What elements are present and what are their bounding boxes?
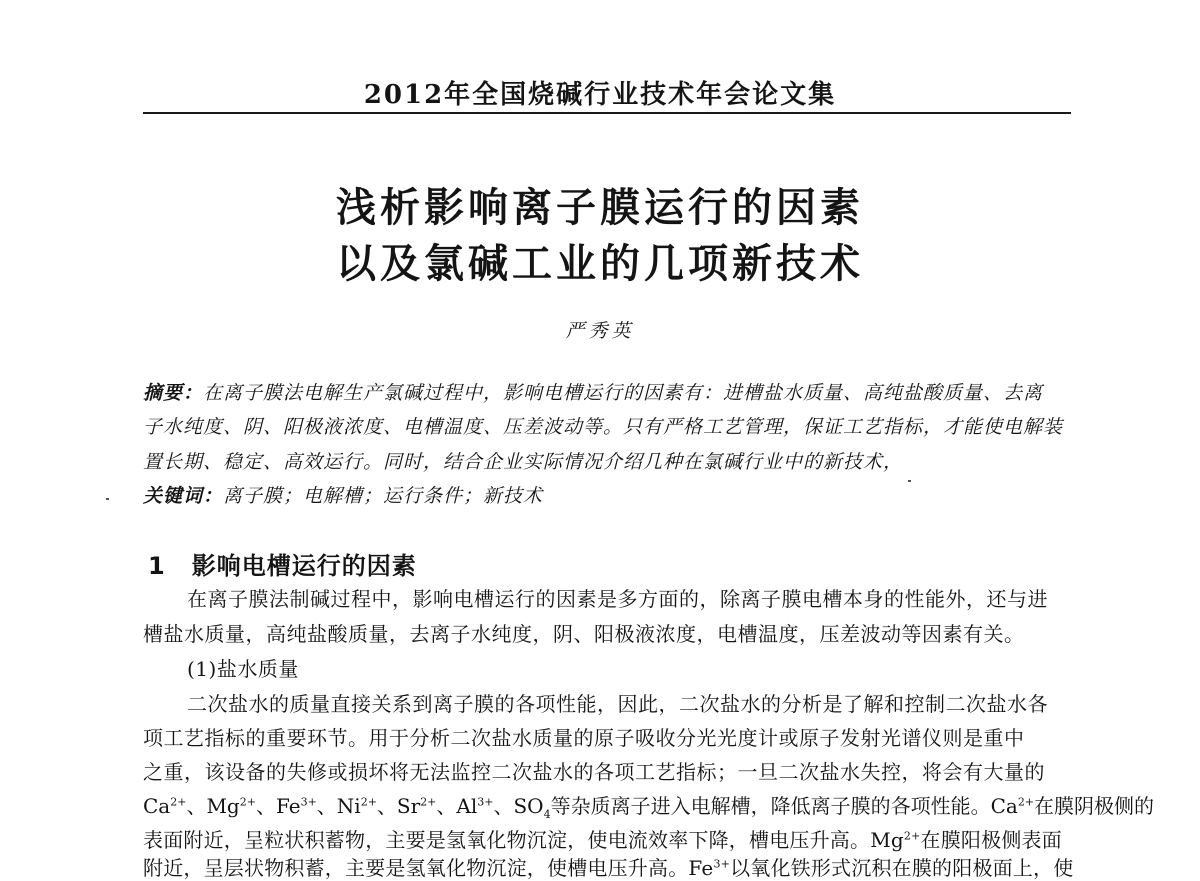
scan-speck xyxy=(908,480,911,482)
para-2-line-3: 之重，该设备的失修或损坏将无法监控二次盐水的各项工艺指标；一旦二次盐水失控，将会有大量的 xyxy=(143,760,1045,784)
para-1-line-2: 槽盐水质量，高纯盐酸质量，去离子水纯度，阴、阳极液浓度，电槽温度，压差波动等因素有关。 xyxy=(143,622,1025,646)
para-2-line-6: 附近，呈层状物积蓄，主要是氢氧化物沉淀，使槽电压升高。$Fe^{3+}$以氧化铁形式沉积在膜的阳极面上，使 xyxy=(143,856,1074,880)
para-2-line-4: $Ca^{2+}$、$Mg^{2+}$、$Fe^{3+}$、$Ni^{2+}$、$Sr^{2+}$、$Al^{3+}$、$SO_4$等杂质离子进入电解槽，降低离子膜的各项性能。$Ca^{2+}$在膜阴极侧的 xyxy=(143,794,1155,821)
abstract-label: 摘要： xyxy=(143,382,204,404)
header-rule xyxy=(143,112,1071,114)
author-name: 严秀英 xyxy=(565,320,635,342)
section-title: 影响电槽运行的因素 xyxy=(191,552,417,580)
abstract-text-1: 在离子膜法电解生产氯碱过程中，影响电槽运行的因素有：进槽盐水质量、高纯盐酸质量、去离 xyxy=(203,382,1044,404)
scan-speck xyxy=(106,498,109,500)
keywords-line xyxy=(143,481,1071,508)
para-1-line-1: 在离子膜法制碱过程中，影响电槽运行的因素是多方面的，除离子膜电槽本身的性能外，还与进 xyxy=(187,587,1048,611)
list-item-1: (1)盐水质量 xyxy=(187,657,299,681)
abstract-line-1 xyxy=(143,378,1071,405)
para-2-line-5: 表面附近，呈粒状积蓄物，主要是氢氧化物沉淀，使电流效率下降，槽电压升高。$Mg^{2+}$在膜阳极侧表面 xyxy=(143,828,1062,852)
para-2-line-2: 项工艺指标的重要环节。用于分析二次盐水质量的原子吸收分光光度计或原子发射光谱仪则是重中 xyxy=(143,726,1025,750)
running-head: 2012年全国烧碱行业技术年会论文集 xyxy=(363,80,837,110)
para-2-line-1: 二次盐水的质量直接关系到离子膜的各项性能，因此，二次盐水的分析是了解和控制二次盐水各 xyxy=(187,692,1048,716)
section-number: 1 xyxy=(148,552,166,580)
section-1-heading xyxy=(148,546,417,581)
paper-title-line-1: 浅析影响离子膜运行的因素 xyxy=(336,185,864,231)
abstract-line-2: 子水纯度、阴、阳极液浓度、电槽温度、压差波动等。只有严格工艺管理，保证工艺指标，才能使电解装 xyxy=(143,416,1064,438)
keywords-label: 关键词： xyxy=(143,485,224,507)
abstract-line-3: 置长期、稳定、高效运行。同时，结合企业实际情况介绍几种在氯碱行业中的新技术， xyxy=(143,451,904,473)
paper-title-line-2: 以及氯碱工业的几项新技术 xyxy=(336,241,864,287)
keywords-text: 离子膜；电解槽；运行条件；新技术 xyxy=(223,485,544,507)
